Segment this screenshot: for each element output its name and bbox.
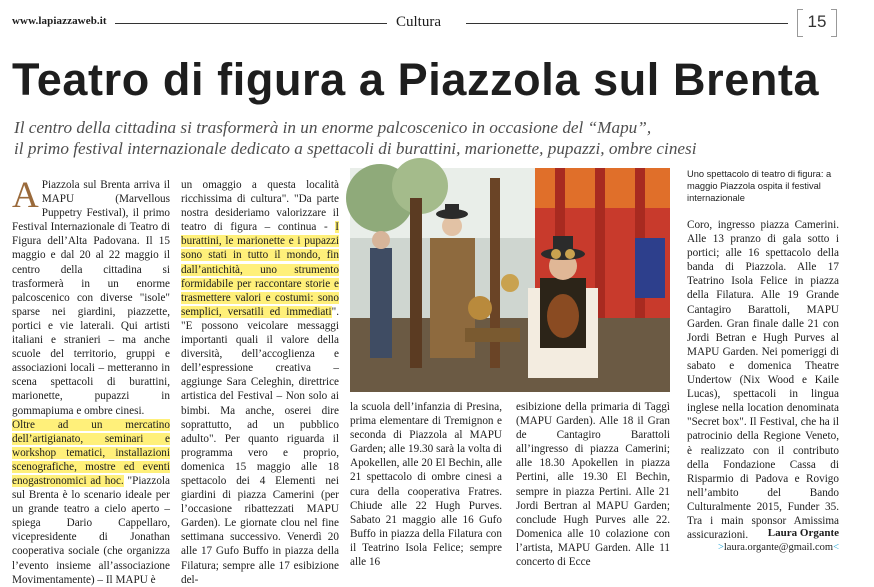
article-title: Teatro di figura a Piazzola sul Brenta: [12, 54, 820, 105]
article-subtitle-line1: Il centro della cittadina si trasformerà in un enorme palcoscenico in occasione del “Mapu”,: [14, 118, 652, 137]
highlighted-text: Oltre ad un mercatino dell’artigianato, seminari e workshop tematici, installazioni scenografiche, mostre ed eventi enogastronomici ad hoc.: [12, 418, 170, 487]
photo-caption: Uno spettacolo di teatro di figura: a maggio Piazzola ospita il festival internazionale: [687, 169, 832, 203]
paragraph-1-text: Piazzola sul Brenta arriva il MAPU (Marvellous Puppetry Festival), il primo Festival Internazionale di Teatro di Figura dell’Alta Padovana. Il 15 maggio e dal 20 al 22 maggio il centro della cittadina si trasformerà in un enorme palcoscenico con diverse "isole" sparse nei giardini, piazzette, portici e vie laterali. Qui artisti italiani e stranieri – ma anche scuole del territorio, gruppi e associazioni locali – metteranno in scena spettacoli di burattini, marionette, pupazzi in gommapiuma e ombre cinesi.: [12, 179, 170, 417]
page-number-box: [797, 9, 837, 35]
drop-cap: A: [12, 175, 39, 216]
highlighted-quote: I burattini, le marionette e i pupazzi sono stati in tutto il mondo, fin dall’antichità, uno strumento formidabile per raccontare storie e trasmettere valori e costumi: sono semplici, versatili ed immediati: [181, 221, 339, 318]
email-address[interactable]: laura.organte@gmail.com: [723, 542, 834, 553]
paragraph-3-text-b: ". "E possono veicolare messaggi importanti quali il valore della diversità, dell’accoglienza e dell’espressione creativa – aggiunge Sara Celeghin, direttrice artistica del Festival – Non solo ai bimbi. Ma anche, oserei dire soprattutto, ad un pubblico adulto". Per quanto riguarda il programma vero e proprio, domenica 15 maggio alle 18 spettacolo dei 4 Elementi nei giardini di piazza Camerini (per l’occasione ribattezzati MAPU Garden). Le giornate clou nel fine settimana successivo. Venerdì 20 alle 17 Gufo Buffo in piazza della Filatura; sempre alle 17 esibizione del-: [181, 305, 339, 586]
paragraph-2: [12, 418, 170, 587]
paragraph-3: [181, 178, 339, 587]
article-subtitle-line2: il primo festival internazionale dedicato a spettacoli di burattini, marionette, pupazzi, ombre cinesi: [14, 139, 697, 158]
paragraph-1: [12, 175, 170, 418]
article-column-3: [350, 400, 502, 569]
email-right-mark: <: [833, 542, 839, 553]
author-email[interactable]: [680, 542, 839, 553]
article-column-1: [12, 175, 170, 586]
site-url[interactable]: www.lapiazzaweb.it: [12, 15, 107, 27]
paragraph-5: esibizione della primaria di Taggì (MAPU Garden). Alle 18 il Gran de Cantagiro Barattoli all’ingresso di piazza Camerini; alle 18.30 Apokellen in piazza Pertini, alle 19.30 El Bechin, sempre in piazza Pertini. Alle 21 Jordi Bertran al MAPU Garden; conclude Hugh Purves alle 22. Domenica alle 10 colazione con l’artista, MAPU Garden. Alle 11 concerto di Ecce: [516, 401, 670, 569]
paragraph-6: Coro, ingresso piazza Camerini. Alle 13 pranzo di gala sotto i portici; alle 16 spettacolo della banda di Piazzola. Alle 17 Teatrino Isola Felice in piazza della Filatura. Alle 19 Grande Cantagiro Barattoli, MAPU Garden. Gran finale dalle 21 con Jordi Betran e Hugh Purves al MAPU Garden. Nei pomeriggi di sabato e domenica Theatre Undertow (Nix Wood e Kaile Lucas), spettacoli in lingua inglese nella location denominata "Secret box". Il Festival, che ha il patrocinio della Regione Veneto, è realizzato con il contributo della Fondazione Cassa di Risparmio di Padova e Rovigo nell’ambito del Bando Culturalmente 2015, Funder 35. Tra i main sponsor Amissima assicurazioni.: [687, 219, 839, 542]
paragraph-4: la scuola dell’infanzia di Presina, prima elementare di Tremignon e seconda di Piazzola al MAPU Garden; alle 19.30 sarà la volta di Apokellen, alle 20 El Bechin, alle 21 spettacolo di ombre cinesi a cura della cooperativa Fratres. Chiude alle 22 Hugh Purves. Sabato 21 maggio alle 16 Gufo Buffo in piazza della Filatura con il Teatrino Isola Felice; sempre alle 16: [350, 401, 502, 569]
article-column-4: [516, 400, 670, 569]
paragraph-3-text-a: un omaggio a questa località ricchissima di cultura". "Da parte nostra desideriamo valorizzare il teatro di figura – continua -: [181, 179, 339, 234]
author-name: Laura Organte: [767, 527, 839, 539]
article-column-2: [181, 178, 339, 586]
header-rule-left: [115, 23, 387, 24]
article-photo: [350, 168, 670, 392]
paragraph-2-text: "Piazzola sul Brenta è lo scenario ideale per un grande teatro a cielo aperto – spiega Dario Cappellaro, vicepresidente di Jonathan cooperativa sociale (che organizza l’evento insieme all’associazione Movimentamente) – Il MAPU è: [12, 474, 170, 586]
email-left-mark: >: [717, 542, 724, 553]
page-number: 15: [807, 12, 827, 31]
section-label: Cultura: [396, 14, 441, 30]
header-rule-right: [466, 23, 788, 24]
puppeteer-photo-illustration: [350, 168, 670, 392]
